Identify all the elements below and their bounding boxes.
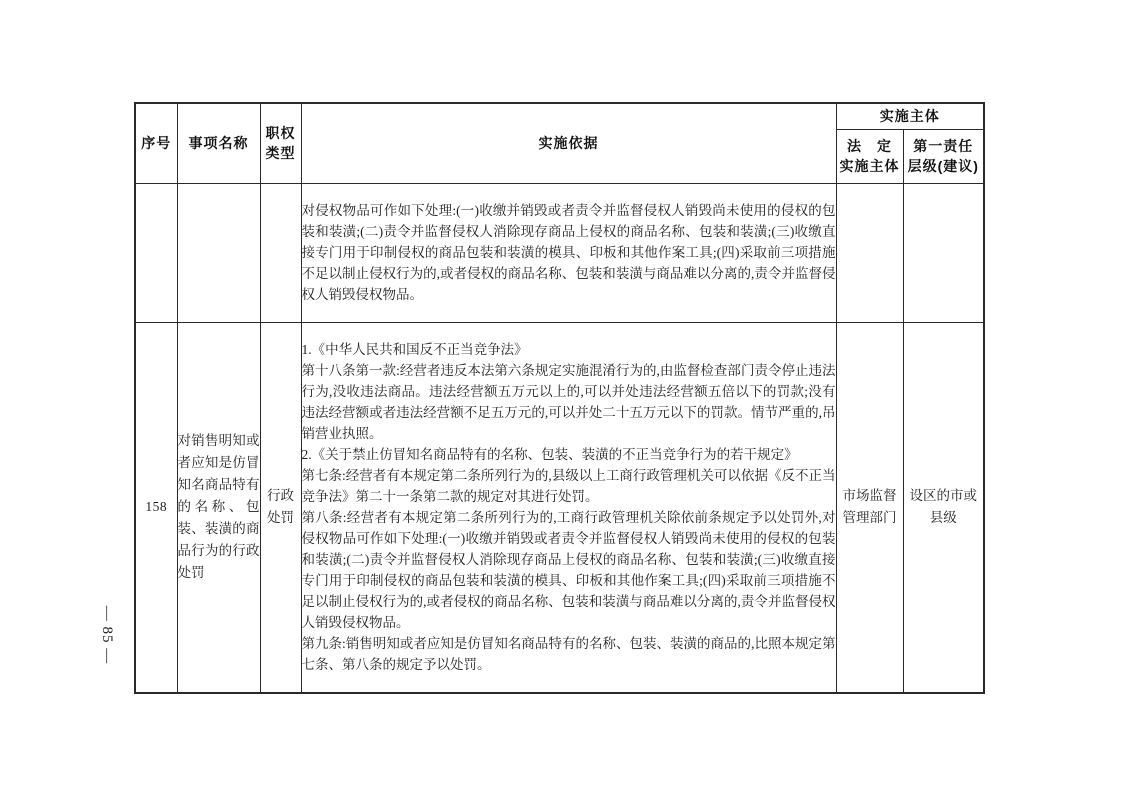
table-row-continuation: [135, 183, 984, 322]
header-row-top: [135, 103, 984, 129]
basis-paragraph: 1.《中华人民共和国反不正当竞争法》: [301, 342, 528, 358]
administrative-power-table: [134, 102, 985, 694]
header-item-name: [177, 103, 260, 183]
item-cell: [177, 183, 260, 322]
header-legal-subject-line2: 实施主体: [839, 158, 900, 174]
header-basis-label: 实施依据: [538, 135, 599, 152]
page-number: — 85 —: [99, 605, 115, 665]
header-seq: [135, 103, 177, 183]
basis-paragraph: 第九条:销售明知或者应知是仿冒知名商品特有的名称、包装、装潢的商品的,比照本规定第七条、第八条的规定予以处罚。: [301, 636, 836, 673]
legal-subject-cell: 市场监督管理部门: [836, 322, 903, 693]
basis-cell: [301, 322, 836, 693]
power-type-cell: [260, 183, 301, 322]
header-power-type-line2: 类型: [265, 145, 296, 162]
item-cell: 对销售明知或者应知是仿冒知名商品特有的名称、包装、装潢的商品行为的行政处罚: [177, 322, 260, 693]
header-seq-label: 序号: [141, 135, 172, 152]
header-responsibility-level-line1: 第一责任: [913, 138, 974, 154]
header-legal-subject-line1: 法 定: [847, 138, 892, 154]
responsibility-level-cell: [903, 183, 984, 322]
header-responsibility-level-line2: 层级(建议): [907, 158, 979, 174]
header-responsibility-level: [903, 129, 984, 183]
basis-paragraph: 第七条:经营者有本规定第二条所列行为的,县级以上工商行政管理机关可以依据《反不正当竞争法》第二十一条第二款的规定对其进行处罚。: [301, 468, 836, 505]
header-subject-group-label: 实施主体: [879, 108, 940, 125]
header-power-type-line1: 职权: [265, 125, 296, 142]
header-basis: [301, 103, 836, 183]
header-item-label: 事项名称: [188, 135, 249, 152]
seq-cell: [135, 183, 177, 322]
basis-paragraph: 2.《关于禁止仿冒知名商品特有的名称、包装、装潢的不正当竞争行为的若干规定》: [301, 447, 798, 463]
basis-cell: [301, 183, 836, 322]
basis-paragraph: 第八条:经营者有本规定第二条所列行为的,工商行政管理机关除依前条规定予以处罚外,对侵权物品可作如下处理:(一)收缴并销毁或者责令并监督侵权人销毁尚未使用的侵权的包装和装潢;(二)责令并监督侵权人消除现存商品上侵权的商品名称、包装和装潢;(三)收缴直接专门用于印制侵权的商品包装和装潢的模具、印板和其他作案工具;(四)采取前三项措施不足以制止侵权行为的,或者侵权的商品名称、包装和装潢与商品难以分离的,责令并监督侵权人销毁侵权物品。: [301, 510, 836, 631]
legal-subject-cell: [836, 183, 903, 322]
header-power-type: [260, 103, 301, 183]
responsibility-level-cell: 设区的市或县级: [903, 322, 984, 693]
header-legal-subject: [836, 129, 903, 183]
power-type-cell: 行政处罚: [260, 322, 301, 693]
basis-paragraph: 对侵权物品可作如下处理:(一)收缴并销毁或者责令并监督侵权人销毁尚未使用的侵权的包装和装潢;(二)责令并监督侵权人消除现存商品上侵权的商品名称、包装和装潢;(三)收缴直接专门用于印制侵权的商品包装和装潢的模具、印板和其他作案工具;(四)采取前三项措施不足以制止侵权行为的,或者侵权的商品名称、包装和装潢与商品难以分离的,责令并监督侵权人销毁侵权物品。: [301, 203, 836, 302]
seq-cell: 158: [135, 322, 177, 693]
basis-paragraph: 第十八条第一款:经营者违反本法第六条规定实施混淆行为的,由监督检查部门责令停止违法行为,没收违法商品。违法经营额五万元以上的,可以并处违法经营额五倍以下的罚款;没有违法经营额或者违法经营额不足五万元的,可以并处二十五万元以下的罚款。情节严重的,吊销营业执照。: [301, 363, 836, 442]
table-row-158: [135, 322, 984, 693]
header-subject-group: [836, 103, 984, 129]
